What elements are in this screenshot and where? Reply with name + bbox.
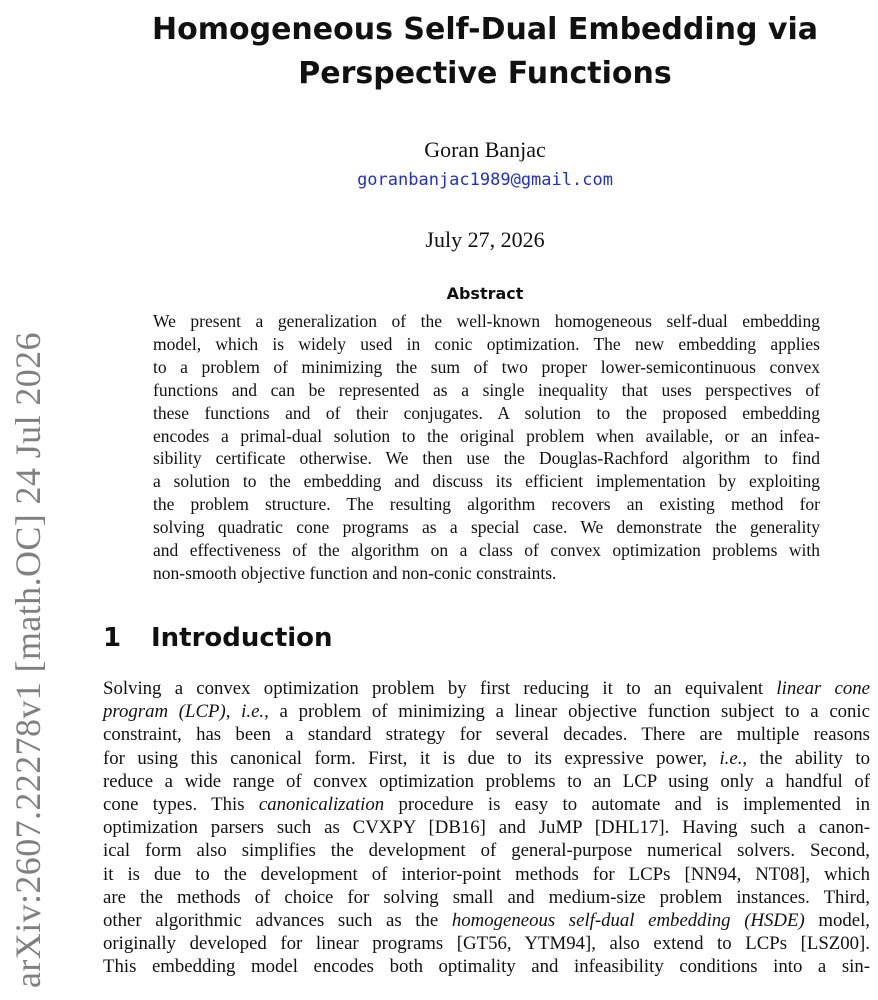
abstract-line: functions and can be represented as a single inequality that uses perspectives of: [153, 379, 820, 400]
intro-line: [103, 909, 870, 932]
intro-text: , the ability to: [742, 747, 870, 769]
abstract-line: We present a generalization of the well-known homogeneous self-dual embedding: [153, 311, 820, 331]
abstract-line: encodes a primal-dual solution to the original problem when available, or an infea-: [153, 425, 820, 446]
intro-line: originally developed for linear programs [GT56, YTM94], also extend to LCPs [LSZ00].: [103, 933, 870, 955]
intro-line: optimization parsers such as CVXPY [DB16] and JuMP [DHL17]. Having such a canon-: [103, 817, 870, 839]
intro-line: This embedding model encodes both optimality and infeasibility conditions into a sin-: [103, 956, 870, 978]
abstract-line: and effectiveness of the algorithm on a class of convex optimization problems with: [153, 540, 820, 561]
intro-text: Solving a convex optimization problem by first reducing it to an equivalent: [103, 678, 777, 699]
abstract-line: model, which is widely used in conic optimization. The new embedding applies: [153, 333, 820, 354]
author-email-link[interactable]: goranbanjac1989@gmail.com: [357, 170, 613, 190]
intro-line: [103, 700, 870, 723]
abstract-line: a solution to the embedding and discuss its efficient implementation by exploiting: [153, 471, 820, 492]
intro-line: [103, 793, 870, 816]
section-number: 1: [103, 623, 122, 653]
intro-line: constraint, has been a standard strategy for several decades. There are multiple reasons: [103, 724, 870, 746]
intro-emphasis: linear cone: [776, 678, 870, 699]
section-title: Introduction: [151, 623, 333, 653]
intro-emphasis: i.e.: [241, 701, 265, 723]
intro-text: model,: [804, 910, 871, 932]
introduction-paragraph: [103, 677, 870, 979]
intro-emphasis: program (LCP): [103, 701, 226, 723]
intro-text: procedure is easy to automate and is implemented in: [384, 794, 870, 816]
paper-title-line-2: Perspective Functions: [298, 56, 672, 91]
abstract-line: to a problem of minimizing the sum of two proper lower-semicontinuous convex: [153, 356, 820, 377]
paper-title: [100, 8, 870, 96]
arxiv-identifier: arXiv:2607.22278v1 [math.OC] 24 Jul 2026: [8, 332, 49, 988]
intro-line: [103, 747, 870, 770]
intro-line: are the methods of choice for solving small and medium-size problem instances. Third,: [103, 886, 870, 908]
abstract-line: sibility certificate otherwise. We then use the Douglas-Rachford algorithm to find: [153, 448, 820, 469]
intro-text: cone types. This: [103, 794, 259, 816]
intro-line: ical form also simplifies the development of general-purpose numerical solvers. Second,: [103, 840, 870, 862]
paper-title-line-1: Homogeneous Self-Dual Embedding via: [152, 12, 818, 47]
intro-text: other algorithmic advances such as the: [103, 910, 452, 932]
intro-line: it is due to the development of interior-point methods for LCPs [NN94, NT08], which: [103, 863, 870, 885]
intro-emphasis: homogeneous self-dual embedding (HSDE): [451, 910, 805, 932]
author-name: Goran Banjac: [424, 137, 546, 162]
intro-emphasis: canonicalization: [258, 794, 385, 816]
abstract-line: these functions and of their conjugates. A solution to the proposed embedding: [153, 402, 820, 423]
section-heading-introduction: [103, 620, 803, 656]
intro-text: for using this canonical form. First, it is due to its expressive power,: [103, 747, 707, 769]
paper-date: July 27, 2026: [425, 227, 545, 252]
abstract-heading: Abstract: [446, 284, 524, 303]
intro-line: [103, 677, 870, 700]
abstract-line: solving quadratic cone programs as a special case. We demonstrate the generality: [153, 517, 820, 538]
intro-emphasis: i.e.: [719, 747, 743, 769]
abstract-line: non-smooth objective function and non-conic constraints.: [153, 562, 557, 583]
abstract-line: the problem structure. The resulting algorithm recovers an existing method for: [153, 494, 820, 515]
intro-line: reduce a wide range of convex optimization problems to an LCP using only a handful of: [103, 770, 870, 792]
abstract-text: [153, 310, 820, 585]
intro-text: , a problem of minimizing a linear objective function subject to a conic: [264, 701, 870, 723]
intro-text: ,: [225, 701, 242, 723]
arxiv-side-stamp: [0, 330, 56, 990]
